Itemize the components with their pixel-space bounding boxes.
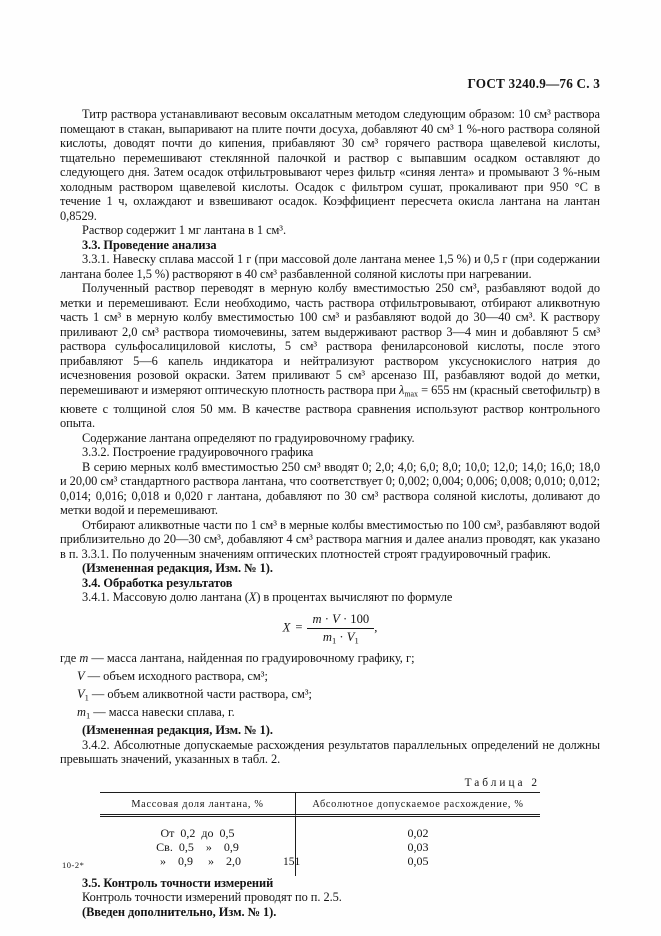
paragraph-3-4-1-formula-intro <box>60 590 600 605</box>
formula-term-v1 <box>60 687 600 705</box>
term-symbol-v1: V <box>77 687 85 701</box>
procedure-text-before-lambda: Полученный раствор переводят в мерную колбу вместимостью 250 см³, разбавляют водой до метки и перемешивают. Если необходимо, часть раствора отфильтровывают, отбирают аликвотную часть 1 см³ в мерную колбу вместимостью 100 см³ и разбавляют водой до 30—40 см³. К раствору приливают 2,0 см³ раствора тиомочевины, затем выдерживают раствор 3—4 мин и добавляют 5 см³ раствора сульфосалициловой кислоты, 5 см³ раствора фениларсоновой кислоты, после этого прибавляют 5—6 капель индикатора и нейтрализуют раствором уксуснокислого натрия до исчезновения розовой окраски. Затем приливают 5 см³ арсеназо III, разбавляют водой до метки, перемешивают и измеряют оптическую плотность раствора при <box>60 281 600 397</box>
document-body <box>60 107 600 919</box>
paragraph-accuracy-control: Контроль точности измерений проводят по п. 2.5. <box>82 890 342 904</box>
term-description: — масса лантана, найденная по градуировочному графику, г; <box>88 651 415 665</box>
table-2-caption: Таблица 2 <box>464 776 540 789</box>
table-row-value: 0,05 <box>407 853 429 868</box>
term-subscript: 1 <box>85 710 91 721</box>
table-row-value: 0,02 <box>407 825 429 840</box>
lambda-subscript: max <box>404 389 418 398</box>
multiply-dot: · <box>324 611 329 626</box>
note-added-edition: (Введен дополнительно, Изм. № 1). <box>82 904 277 919</box>
multiply-dot: · <box>342 611 348 626</box>
document-header-gost-number: ГОСТ 3240.9—76 С. 3 <box>467 76 600 91</box>
term-symbol-m: m <box>79 651 89 665</box>
paragraph-standard-series: В серию мерных колб вместимостью 250 см³ вводят 0; 2,0; 4,0; 6,0; 8,0; 10,0; 12,0; 14,0; 16,0; 18,0 и 20,00 см³ стандартного раствора лантана, что соответствует 0; 0,002; 0,004; 0,006; 0,008; 0,010; 0,012; 0,014; 0,016; 0,018 и 0,020 г лантана, добавляют по 30 см³ раствора соляной кислоты, доливают до метки водой и перемешивают. <box>60 459 600 517</box>
paragraph-3-4-2-tolerances: 3.4.2. Абсолютные допускаемые расхождения результатов параллельных определений не должны превышать значений, указанных в табл. 2. <box>60 737 600 766</box>
paragraph-titer-method: Титр раствора устанавливают весовым оксалатным методом следующим образом: 10 см³ раствора помещают в стакан, выпаривают на плите почти досуха, добавляют 40 см³ 1 %-ного раствора соляной кислоты, доводят почти до кипения, прибавляют 30 см³ горячего раствора щавелевой кислоты, тщательно перемешивают стеклянной палочкой и раствор с выпавшим осадком оставляют до следующего дня. Затем осадок отфильтровывают через фильтр «синяя лента» и промывают 3 %-ным холодным раствором щавелевой кислоты. Осадок с фильтром сушат, прокаливают при 950 °С в течение 1 ч, охлаждают и взвешивают осадок. Коэффициент пересчета окисла лантана на лантан 0,8529. <box>60 107 600 223</box>
page-number: 151 <box>283 856 301 868</box>
table-2-col1-header: Массовая доля лантана, % <box>100 793 296 817</box>
table-2-col2-header: Абсолютное допускаемое расхождение, % <box>296 793 540 817</box>
lambda-max-symbol <box>399 383 418 397</box>
paragraph-3-3-1-sample: 3.3.1. Навеску сплава массой 1 г (при массовой доле лантана менее 1,5 %) и 0,5 г (при содержании лантана более 1,5 %) растворяют в 40 см³ разбавленной соляной кислоты при нагревании. <box>60 252 600 281</box>
variable-x-inline: X <box>248 590 257 604</box>
formula-mass-fraction <box>60 612 600 646</box>
numerator-v: V <box>332 611 340 626</box>
procedure-text-after-lambda: = 655 нм (красный светофильтр) в кювете с толщиной слоя 50 мм. В качестве раствора сравнения используют раствор контрольного опыта. <box>60 382 600 430</box>
table-row-range: Св. 0,5 » 0,9 <box>100 840 296 854</box>
term-symbol-v: V <box>77 669 85 683</box>
heading-3-4-results: 3.4. Обработка результатов <box>82 575 233 590</box>
term-description: — объем аликвотной части раствора, см³; <box>88 687 312 701</box>
denominator-m1: m <box>322 629 333 644</box>
denominator-m1-subscript: 1 <box>332 635 337 645</box>
heading-3-3-analysis: 3.3. Проведение анализа <box>82 237 217 252</box>
lambda-glyph: λ <box>399 382 405 397</box>
note-amended-edition-1: (Измененная редакция, Изм. № 1). <box>82 561 273 575</box>
formula-fraction <box>307 612 374 646</box>
numerator-m: m <box>312 611 322 626</box>
formula-trailing-comma: , <box>374 620 378 635</box>
table-row-range: От 0,2 до 0,5 <box>100 817 296 840</box>
heading-3-5-accuracy-control: 3.5. Контроль точности измерений <box>82 875 274 890</box>
formula-equals-sign: = <box>295 620 303 635</box>
table-row-value: 0,03 <box>407 839 429 854</box>
table-row-range: » 0,9 » 2,0 <box>100 854 296 876</box>
paragraph-3-3-2-calibration: 3.3.2. Построение градуировочного графика <box>82 445 314 459</box>
formula-lhs-x: X <box>282 620 291 635</box>
paragraph-graph-use: Содержание лантана определяют по градуировочному графику. <box>82 430 415 445</box>
term-description: — объем исходного раствора, см³; <box>84 669 268 683</box>
table-2 <box>100 792 540 876</box>
paragraph-aliquot-parts: Отбирают аликвотные части по 1 см³ в мерные колбы вместимостью по 100 см³, разбавляют водой приблизительно до 20—30 см³, добавляют 4 см³ раствора магния и далее анализ проводят, как указано в п. 3.3.1. По полученным значениям оптических плотностей строят градуировочный график. <box>60 517 600 561</box>
term-description: — масса навески сплава, г. <box>90 705 235 719</box>
formula-numerator <box>307 612 374 629</box>
formula-intro-after-x: ) в процентах вычисляют по формуле <box>256 590 453 604</box>
paragraph-solution-content: Раствор содержит 1 мг лантана в 1 см³. <box>82 223 287 237</box>
denominator-v1: V <box>346 629 355 644</box>
formula-intro-before-x: 3.4.1. Массовую долю лантана ( <box>82 590 249 604</box>
where-lead: где <box>60 651 80 665</box>
denominator-v1-subscript: 1 <box>354 635 359 645</box>
formula-term-m <box>60 651 600 669</box>
formula-term-v <box>60 669 600 687</box>
multiply-dot: · <box>339 629 344 644</box>
print-signature: 10-2* <box>62 860 85 870</box>
term-symbol-m1: m <box>77 705 86 719</box>
formula-term-m1 <box>60 705 600 723</box>
note-amended-edition-2: (Измененная редакция, Изм. № 1). <box>82 723 273 737</box>
numerator-100: 100 <box>350 611 370 626</box>
paragraph-analysis-procedure <box>60 281 600 431</box>
formula-denominator <box>307 629 374 646</box>
term-subscript: 1 <box>84 692 89 703</box>
